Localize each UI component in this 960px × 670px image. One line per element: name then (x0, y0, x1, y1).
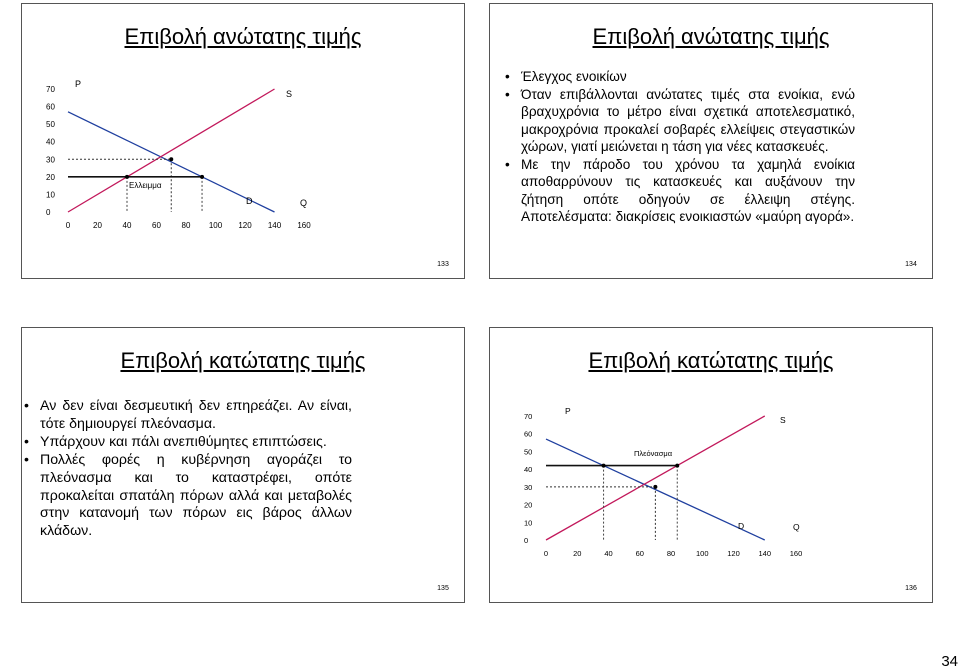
x-tick-label: 40 (604, 549, 613, 558)
slide-title: Επιβολή ανώτατης τιμής (592, 24, 830, 49)
bullet-dot-icon: • (24, 433, 29, 450)
demand-label: D (738, 521, 745, 531)
x-tick-label: 80 (666, 549, 676, 558)
slide-title: Επιβολή ανώτατης τιμής (124, 24, 362, 49)
intersection-point (675, 464, 679, 468)
slide-title: Επιβολή κατώτατης τιμής (588, 348, 834, 373)
price-ceiling-chart-svg (22, 72, 466, 242)
bullet-dot-icon: • (505, 69, 510, 84)
slide-136 (489, 327, 933, 603)
y-tick-label: 10 (46, 190, 55, 200)
x-tick-label: 0 (543, 549, 549, 558)
y-tick-label: 30 (524, 482, 533, 492)
slide-134 (489, 3, 933, 279)
y-axis-label: P (565, 406, 571, 416)
bullet-dot-icon: • (505, 86, 510, 102)
y-tick-label: 50 (46, 120, 55, 130)
y-tick-label: 60 (524, 429, 533, 439)
equilibrium-point (653, 485, 657, 489)
x-tick-label: 120 (238, 221, 252, 230)
supply-label: S (780, 415, 786, 425)
bullet-dot-icon: • (24, 451, 29, 468)
slide-135 (21, 327, 465, 603)
supply-curve (68, 89, 275, 212)
x-axis-label: Q (300, 198, 308, 208)
bullet-item: • Πολλές φορές η κυβέρνηση αγοράζει το πλεόνασμα και το καταστρέφει, οπότε προκαλείται σπατάλη πόρων αλλά και μεταβολές στην κατανομή των πόρων εις βάρος άλλων κλάδων. (24, 451, 352, 540)
bullet-item: • Υπάρχουν και πάλι ανεπιθύμητες επιπτώσεις. (24, 433, 327, 450)
x-tick-label: 120 (727, 549, 740, 558)
intersection-point (125, 175, 129, 179)
x-tick-label: 80 (181, 221, 191, 230)
x-tick-label: 160 (789, 549, 803, 558)
price-floor-chart-svg (490, 404, 934, 564)
demand-label: D (246, 196, 253, 206)
y-tick-label: 70 (524, 412, 533, 421)
slide-number: 133 (437, 261, 449, 268)
y-tick-label: 20 (524, 500, 533, 510)
y-axis-label: P (75, 79, 82, 89)
bullet-list (22, 398, 352, 541)
x-tick-label: 0 (65, 221, 71, 230)
x-tick-label: 20 (573, 549, 582, 558)
x-tick-label: 100 (208, 221, 223, 230)
x-tick-label: 40 (122, 221, 132, 230)
supply-label: S (286, 89, 293, 99)
y-tick-label: 20 (46, 172, 55, 182)
bullet-dot-icon: • (505, 156, 510, 172)
bullet-item: • Όταν επιβάλλονται ανώτατες τιμές στα ενοίκια, ενώ βραχυχρόνια το μέτρο είναι σχετικά αποτελεσματικό, μακροχρόνια προκαλεί σοβαρές ελλείψεις στεγαστικών χώρων, γιατί μειώνεται η τάση για νέες κατασκευές. (505, 86, 855, 154)
bullet-item: • Αν δεν είναι δεσμευτική δεν επηρεάζει. Αν είναι, τότε δημιουργεί πλεόνασμα. (24, 398, 352, 432)
page-number: 34 (941, 653, 958, 670)
bullet-dot-icon: • (24, 398, 29, 414)
y-tick-label: 40 (524, 465, 533, 475)
y-tick-label: 0 (46, 208, 51, 217)
x-tick-label: 100 (695, 549, 709, 558)
slide-number: 134 (905, 261, 917, 268)
slide-title: Επιβολή κατώτατης τιμής (120, 348, 366, 373)
y-tick-label: 30 (46, 155, 55, 165)
y-tick-label: 70 (46, 85, 55, 94)
x-tick-label: 20 (93, 221, 102, 230)
x-tick-label: 140 (758, 549, 772, 558)
x-axis-label: Q (793, 522, 800, 532)
annotation-label: Πλεόνασμα (634, 449, 673, 458)
price-ceiling-chart (22, 72, 466, 247)
y-tick-label: 10 (524, 518, 533, 528)
price-floor-chart (490, 404, 934, 569)
intersection-point (602, 464, 606, 468)
slide-number: 135 (437, 585, 449, 592)
slide-133 (21, 3, 465, 279)
y-tick-label: 50 (524, 447, 533, 457)
annotation-label: Ελλειμμα (129, 181, 162, 190)
x-tick-label: 140 (267, 221, 282, 230)
x-tick-label: 160 (297, 221, 311, 230)
bullet-item: • Με την πάροδο του χρόνου τα χαμηλά ενοίκια αποθαρρύνουν τις κατασκευές και αυξάνουν την ζήτηση οπότε οδηγούν σε έλλειψη στέγης. Αποτελέσματα: διακρίσεις ενοικιαστών «μαύρη αγορά». (505, 156, 855, 224)
bullet-item: • Έλεγχος ενοικίων (505, 69, 627, 84)
supply-curve (546, 416, 765, 540)
y-tick-label: 60 (46, 102, 55, 112)
y-tick-label: 40 (46, 137, 55, 147)
bullet-list (503, 68, 855, 226)
x-tick-label: 60 (152, 221, 161, 230)
slide-number: 136 (905, 585, 917, 592)
intersection-point (200, 175, 204, 179)
y-tick-label: 0 (524, 536, 529, 545)
x-tick-label: 60 (635, 549, 644, 558)
equilibrium-point (169, 157, 173, 161)
